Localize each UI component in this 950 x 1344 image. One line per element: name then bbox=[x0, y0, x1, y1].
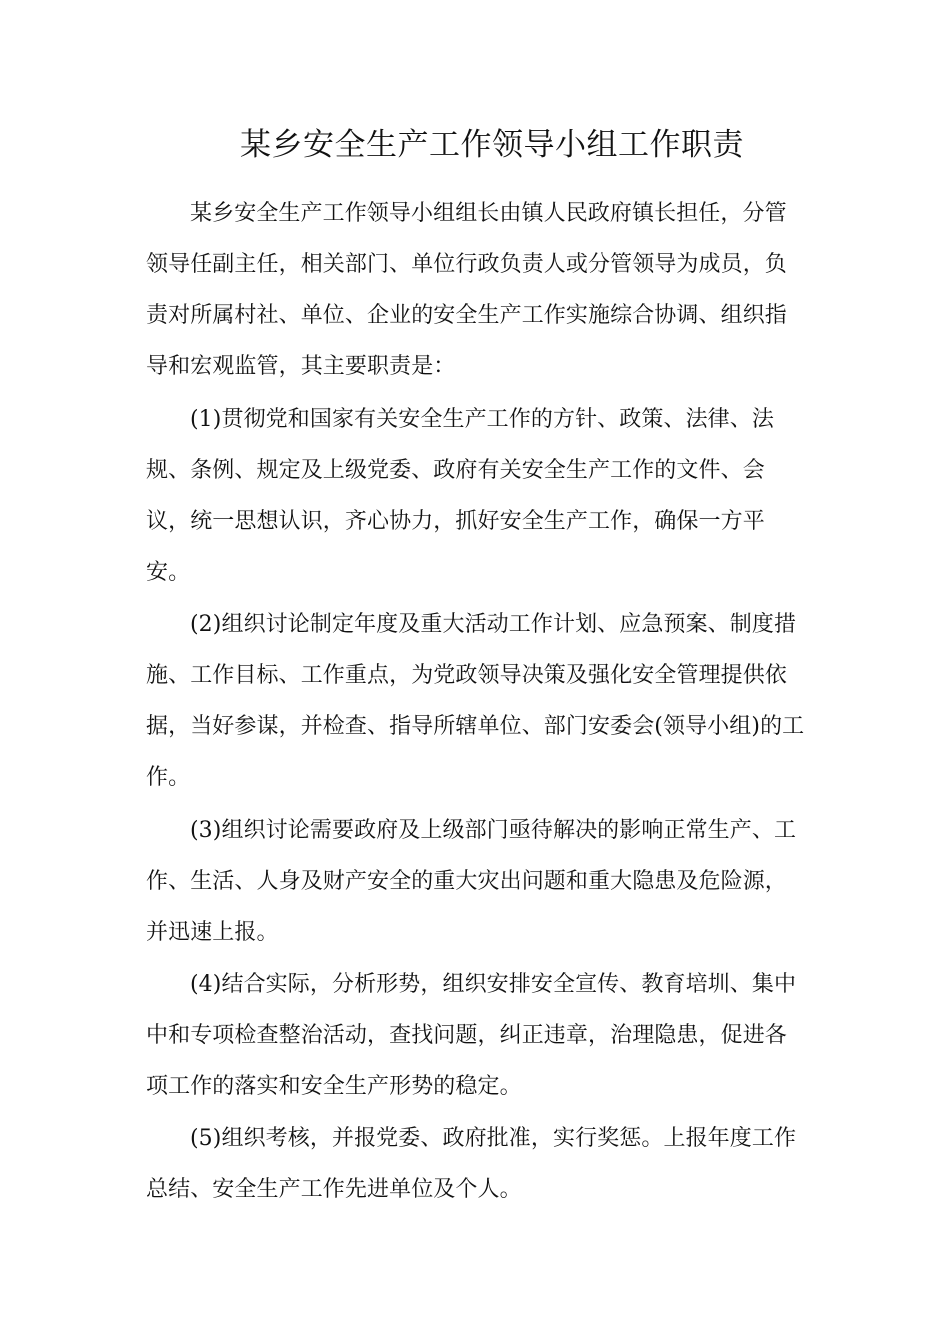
paragraph-line: 作、生活、人身及财产安全的重大灾出问题和重大隐患及危险源， bbox=[146, 869, 787, 894]
document-title: 某乡安全生产工作领导小组工作职责 bbox=[240, 127, 744, 163]
paragraph-line: 作。 bbox=[146, 765, 191, 790]
paragraph-line: (4)结合实际，分析形势，组织安排安全宣传、教育培圳、集中 bbox=[190, 972, 797, 997]
paragraph-item-3 bbox=[146, 805, 812, 958]
paragraph-line: 规、条例、规定及上级党委、政府有关安全生产工作的文件、会 bbox=[146, 458, 765, 483]
paragraph-item-5 bbox=[146, 1113, 812, 1215]
paragraph-line: 中和专项检查整治活动，查找问题，纠正违章，治理隐患，促进各 bbox=[146, 1023, 787, 1048]
paragraph-line: 项工作的落实和安全生产形势的稳定。 bbox=[146, 1074, 522, 1099]
paragraph-item-2 bbox=[146, 599, 812, 803]
paragraph-line: 领导任副主任，相关部门、单位行政负责人或分管领导为成员，负 bbox=[146, 252, 787, 277]
paragraph-line: 某乡安全生产工作领导小组组长由镇人民政府镇长担任，分管 bbox=[190, 201, 787, 226]
paragraph-line: 安。 bbox=[146, 560, 191, 585]
paragraph-line: 导和宏观监管，其主要职责是： bbox=[146, 354, 456, 379]
paragraph-line: 议，统一思想认识，齐心协力，抓好安全生产工作，确保一方平 bbox=[146, 509, 765, 534]
paragraph-item-1 bbox=[146, 394, 812, 598]
paragraph-line: (2)组织讨论制定年度及重大活动工作计划、应急预案、制度措 bbox=[190, 612, 797, 637]
paragraph-line: 据，当好参谋，并检查、指导所辖单位、部门安委会(领导小组)的工 bbox=[146, 714, 805, 739]
paragraph-line: 并迅速上报。 bbox=[146, 920, 279, 945]
paragraph-line: 责对所属村社、单位、企业的安全生产工作实施综合协调、组织指 bbox=[146, 303, 787, 328]
paragraph-intro bbox=[146, 188, 812, 392]
paragraph-line: (5)组织考核，并报党委、政府批准，实行奖惩。上报年度工作 bbox=[190, 1126, 797, 1151]
paragraph-line: (1)贯彻党和国家有关安全生产工作的方针、政策、法律、法 bbox=[190, 407, 774, 432]
paragraph-line: 施、工作目标、工作重点，为党政领导决策及强化安全管理提供依 bbox=[146, 663, 787, 688]
paragraph-line: (3)组织讨论需要政府及上级部门亟待解决的影响正常生产、工 bbox=[190, 818, 797, 843]
paragraph-item-4 bbox=[146, 959, 812, 1112]
paragraph-line: 总结、安全生产工作先进单位及个人。 bbox=[146, 1177, 522, 1202]
